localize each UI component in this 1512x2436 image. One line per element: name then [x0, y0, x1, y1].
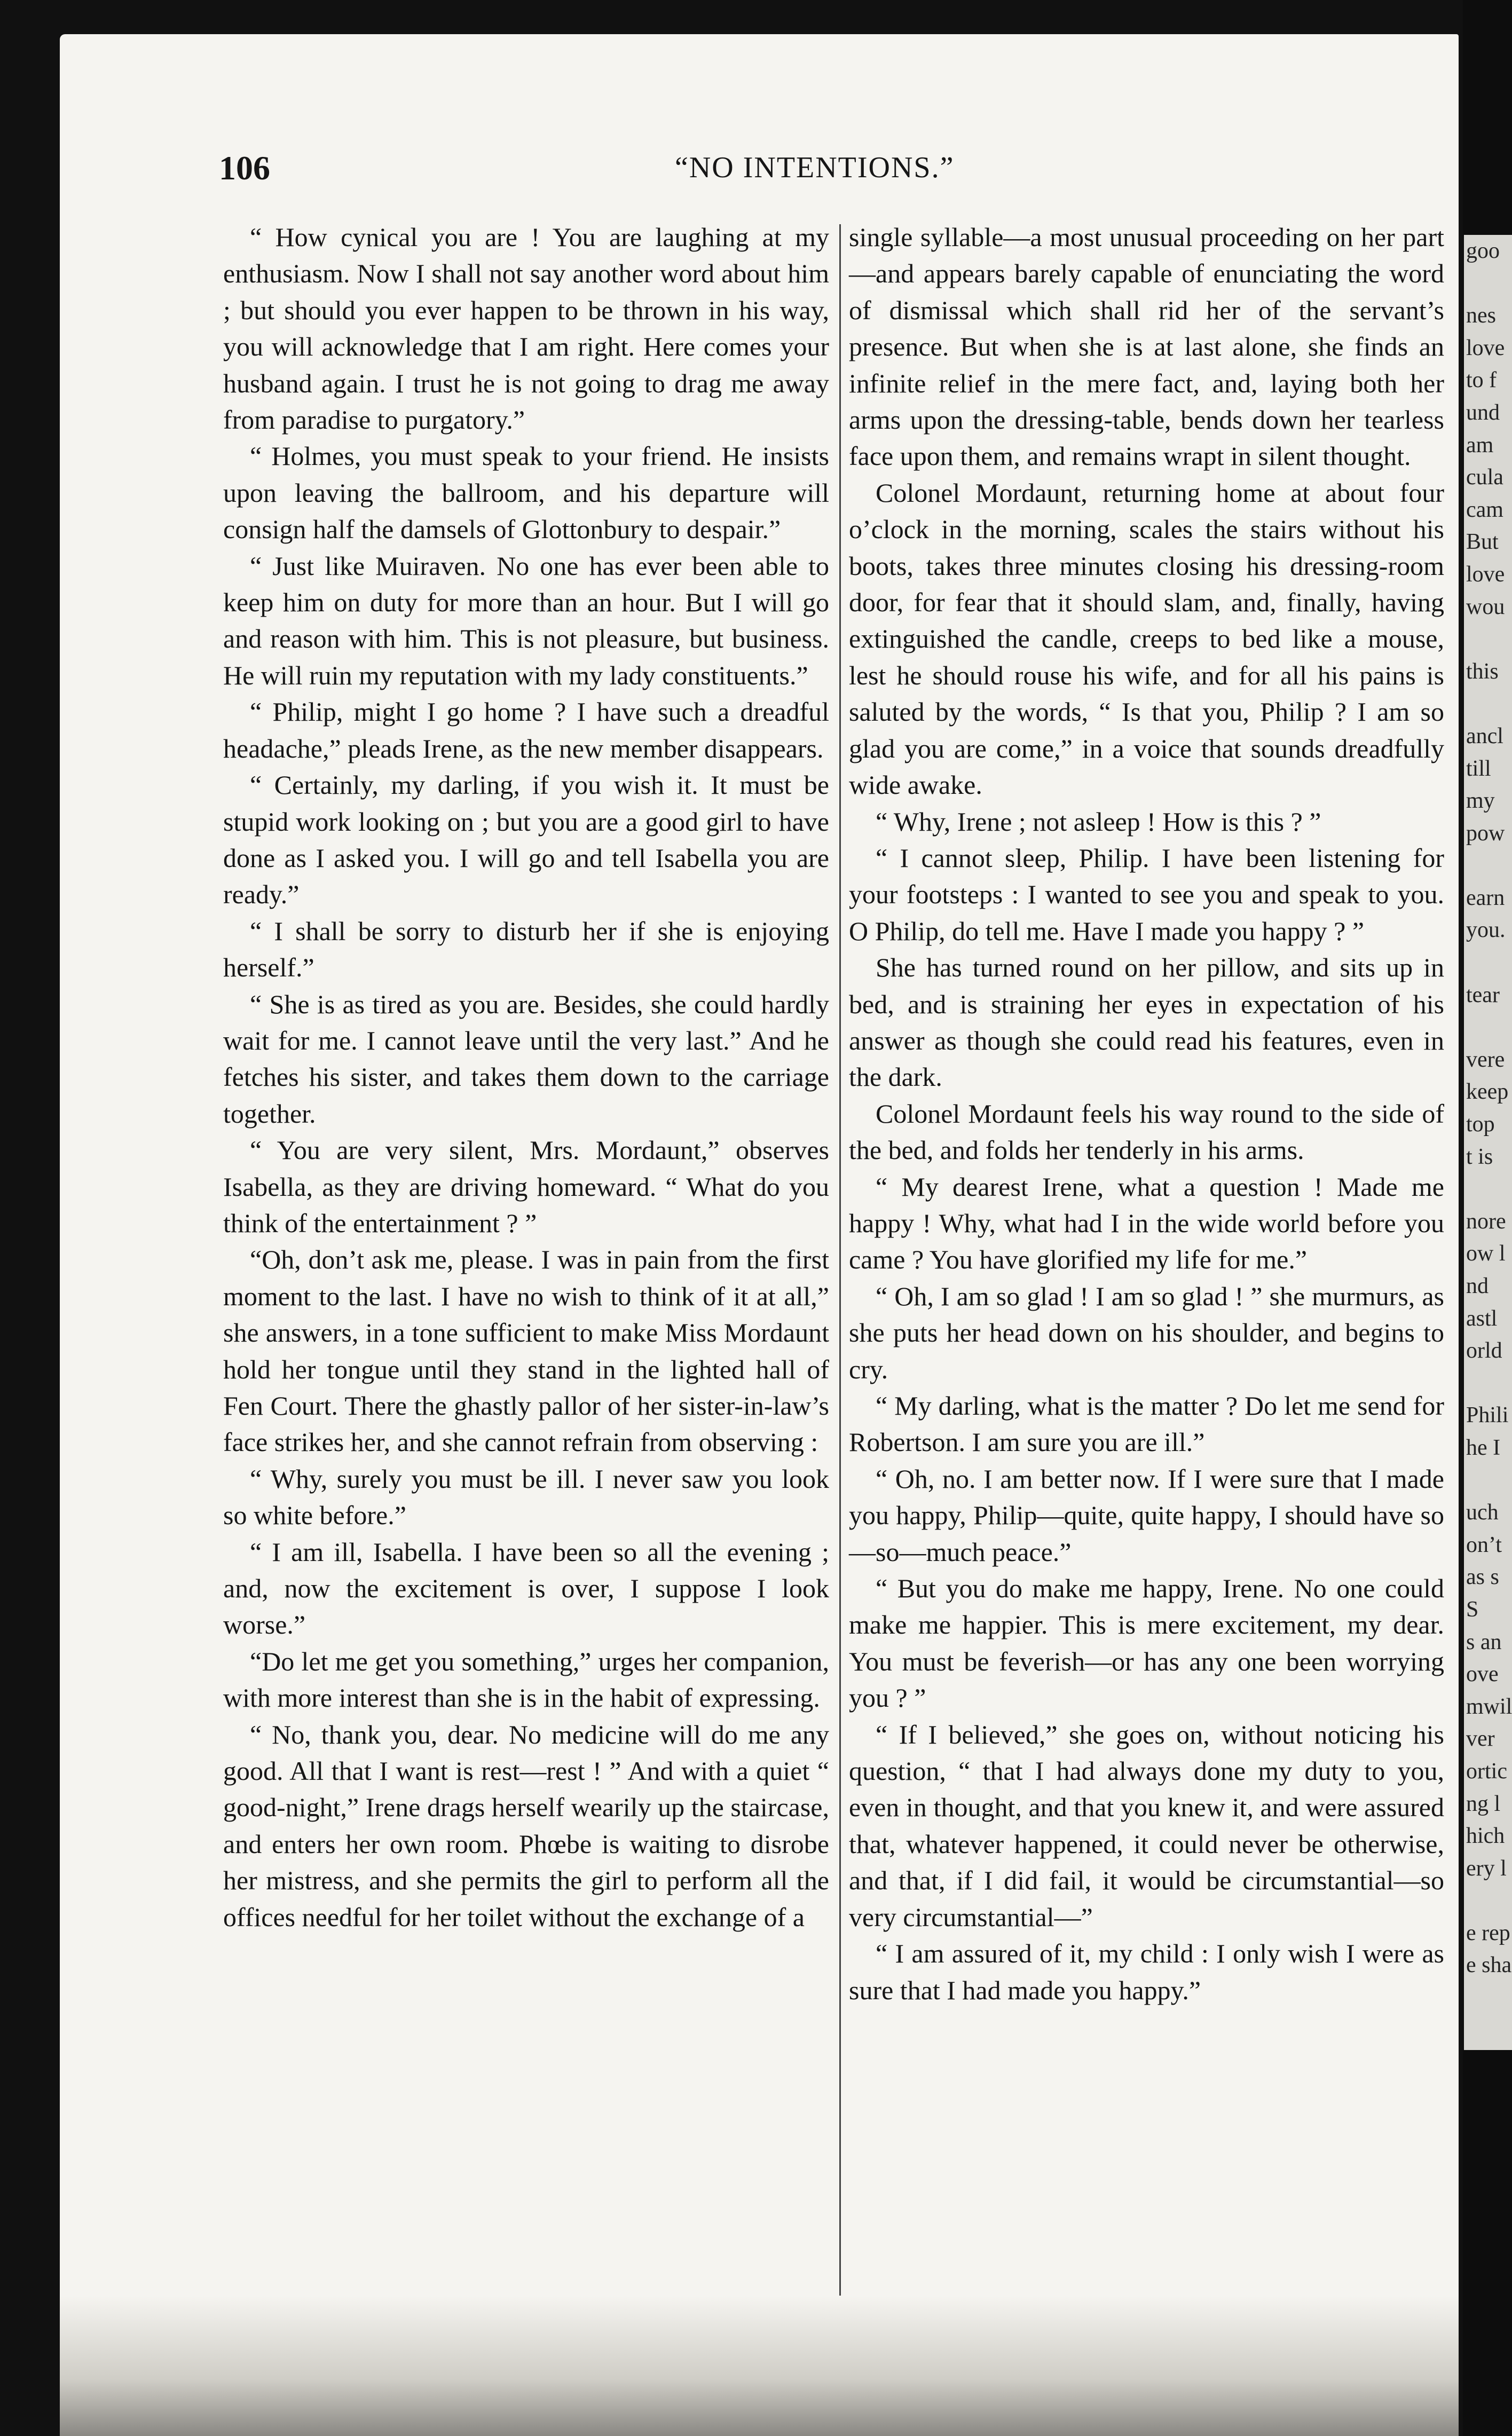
paragraph: single syllable—a most unusual proceeding on her part—and appears barely capable of enunciating the word of dismissal which shall rid her of the servant’s presence. But when she is at last alone, she finds an infinite relief in the mere fact, and, laying both her arms upon the dressing-table, bends down her tearless face upon them, and remains wrapt in silent thought. — [849, 222, 1444, 471]
edge-fragment: vere — [1466, 1047, 1505, 1072]
paragraph: “ You are very silent, Mrs. Mordaunt,” observes Isabella, as they are driving homeward. “ What do you think of the entertainment ? ” — [223, 1135, 829, 1238]
paragraph: “Do let me get you something,” urges her companion, with more interest than she is in the habit of expressing. — [223, 1646, 829, 1713]
paragraph: “ My darling, what is the matter ? Do let me send for Robertson. I am sure you are ill.” — [849, 1391, 1444, 1457]
edge-fragment: nd — [1466, 1274, 1489, 1298]
edge-fragment: on’t — [1466, 1532, 1502, 1557]
paragraph: “ I cannot sleep, Philip. I have been listening for your footsteps : I wanted to see you and speak to you. O Philip, do tell me. Have I made you happy ? ” — [849, 842, 1444, 946]
edge-fragment: my — [1466, 789, 1495, 814]
paragraph: “ She is as tired as you are. Besides, she could hardly wait for me. I cannot leave until the very last.” And he fetches his sister, and takes them down to the carriage together. — [223, 989, 829, 1129]
edge-fragment — [1464, 849, 1512, 882]
edge-fragment: tear — [1466, 982, 1500, 1007]
edge-fragment: uch — [1466, 1500, 1499, 1525]
edge-fragment: goo — [1466, 239, 1500, 263]
paragraph: She has turned round on her pillow, and sits up in bed, and is straining her eyes in expectation of his answer as though she could read his features, even in the dark. — [849, 952, 1444, 1092]
edge-fragment: ng l — [1466, 1791, 1501, 1816]
paragraph: “ My dearest Irene, what a question ! Made me happy ! Why, what had I in the wide world before you came ? You have glorified my life for me.” — [849, 1171, 1444, 1275]
edge-fragment: S — [1466, 1597, 1479, 1622]
paragraph: “ Philip, might I go home ? I have such a dreadful headache,” pleads Irene, as the new member disappears. — [223, 697, 829, 763]
edge-fragment: cula — [1466, 465, 1503, 490]
paragraph: “ I am ill, Isabella. I have been so all the evening ; and, now the excitement is over, I suppose I look worse.” — [223, 1536, 829, 1640]
edge-fragment: Phili — [1466, 1403, 1509, 1428]
edge-fragment: ancl — [1466, 723, 1503, 748]
edge-fragment: pow — [1466, 821, 1505, 846]
edge-fragment: as s — [1466, 1565, 1499, 1590]
paragraph: “ Why, surely you must be ill. I never saw you look so white before.” — [223, 1463, 829, 1531]
edge-fragment — [1464, 267, 1512, 300]
edge-fragment: till — [1466, 756, 1491, 781]
edge-fragment: am — [1466, 432, 1494, 458]
edge-fragment: he I — [1466, 1435, 1501, 1460]
page-number: 106 — [219, 149, 270, 187]
edge-fragment — [1464, 1011, 1512, 1044]
edge-fragment: love — [1466, 335, 1505, 360]
paragraph: “ How cynical you are ! You are laughing at my enthusiasm. Now I shall not say another word about him ; but should you ever happen to be thrown in his way, you will acknowledge that I am right. Here comes your husband again. I trust he is not going to drag me away from paradise to purgatory.” — [223, 222, 829, 435]
edge-fragment: t is — [1466, 1144, 1493, 1169]
edge-fragment: But — [1466, 530, 1499, 555]
edge-fragment: hich — [1466, 1824, 1505, 1849]
facing-page-fragment — [1464, 235, 1512, 2050]
edge-fragment: love — [1466, 562, 1505, 587]
edge-fragment: keep — [1466, 1079, 1509, 1105]
edge-fragment: this — [1466, 659, 1499, 684]
edge-fragment: ver — [1466, 1727, 1495, 1752]
edge-fragment: earn — [1466, 885, 1505, 910]
paragraph: “ Oh, I am so glad ! I am so glad ! ” she murmurs, as she puts her head down on his shoulder, and begins to cry. — [849, 1281, 1444, 1384]
edge-fragment: ove — [1466, 1662, 1499, 1687]
paragraph: “ Certainly, my darling, if you wish it. It must be stupid work looking on ; but you are a good girl to have done as I asked you. I will go and tell Isabella you are ready.” — [223, 770, 829, 910]
paragraph: “ Holmes, you must speak to your friend. He insists upon leaving the ballroom, and his departure will consign half the damsels of Glottonbury to despair.” — [223, 441, 829, 545]
paragraph: “ Why, Irene ; not asleep ! How is this ? ” — [876, 806, 1321, 837]
edge-fragment: e sha — [1466, 1953, 1512, 1978]
edge-fragment: you. — [1466, 918, 1506, 943]
edge-fragment — [1464, 1885, 1512, 1917]
edge-fragment: mwil — [1466, 1694, 1512, 1719]
edge-fragment — [1464, 688, 1512, 720]
page-header — [219, 148, 1458, 191]
edge-fragment — [1464, 1367, 1512, 1400]
edge-fragment: astl — [1466, 1306, 1498, 1331]
edge-fragment: wou — [1466, 594, 1505, 619]
paragraph: “ No, thank you, dear. No medicine will do me any good. All that I want is rest—rest ! ” And with a quiet “ good-night,” Irene drags herself wearily up the staircase, and enters her own room. Phœbe is waiting to disrobe her mistress, and she permits the girl to perform all the offices needful for her toilet without the exchange of a — [223, 1719, 829, 1932]
column-divider — [839, 224, 841, 2317]
edge-fragment — [1464, 1464, 1512, 1497]
edge-fragment: e rep — [1466, 1920, 1510, 1945]
edge-fragment: s an — [1466, 1629, 1502, 1654]
paragraph: “ Just like Muiraven. No one has ever been able to keep him on duty for more than an hour. But I will go and reason with him. This is not pleasure, but business. He will ruin my reputation with my lady constituents.” — [223, 550, 829, 690]
paragraph: “ I shall be sorry to disturb her if she is enjoying herself.” — [223, 916, 829, 983]
edge-fragment: top — [1466, 1112, 1495, 1137]
paragraph: “ If I believed,” she goes on, without noticing his question, “ that I had always done my duty to you, even in thought, and that you knew it, and were assured that, whatever happened, it could never be otherwise, and that, if I did fail, it would be circumstantial—so very circumstantial—” — [849, 1719, 1444, 1932]
edge-fragment — [1464, 947, 1512, 979]
paragraph: Colonel Mordaunt, returning home at about four o’clock in the morning, scales the stairs without his boots, takes three minutes closing his dressing-room door, for fear that it should slam, and, finally, having extinguished the candle, creeps to bed like a mouse, lest he should rouse his wife, and for all his pains is saluted by the words, “ Is that you, Philip ? I am so glad you are come,” in a voice that sounds dreadfully wide awake. — [849, 477, 1444, 800]
paragraph: “ I am assured of it, my child : I only wish I were as sure that I had made you happy.” — [849, 1938, 1444, 2005]
paragraph: Colonel Mordaunt feels his way round to the side of the bed, and folds her tenderly in his arms. — [849, 1098, 1444, 1165]
edge-fragment: to f — [1466, 368, 1497, 393]
paragraph: “Oh, don’t ask me, please. I was in pain from the first moment to the last. I have no wish to think of it at all,” she answers, in a tone sufficient to make Miss Mordaunt hold her tongue until they stand in the lighted hall of Fen Court. There the ghastly pallor of her sister-in-law’s face strikes her, and she cannot refrain from observing : — [223, 1244, 829, 1457]
edge-fragment: und — [1466, 400, 1500, 425]
edge-fragment — [1464, 623, 1512, 656]
running-head: “NO INTENTIONS.” — [675, 151, 955, 184]
paragraph: “ Oh, no. I am better now. If I were sure that I made you happy, Philip—quite, quite happy, I should have so—so—much peace.” — [849, 1463, 1444, 1567]
edge-fragment: nore — [1466, 1209, 1506, 1234]
edge-fragment — [1464, 1173, 1512, 1205]
edge-fragment: nes — [1466, 303, 1496, 328]
edge-fragment: cam — [1466, 497, 1503, 522]
right-column — [849, 219, 1444, 2008]
paragraph: “ But you do make me happy, Irene. No one could make me happier. This is mere excitement, my dear. You must be feverish—or has any one been worrying you ? ” — [849, 1573, 1444, 1713]
edge-fragment: ortic — [1466, 1759, 1507, 1784]
left-column — [223, 219, 829, 1935]
scan-bottom-edge — [60, 2296, 1459, 2436]
edge-fragment: orld — [1466, 1338, 1502, 1363]
edge-fragment: ery l — [1466, 1856, 1507, 1881]
edge-fragment: ow l — [1466, 1241, 1506, 1266]
